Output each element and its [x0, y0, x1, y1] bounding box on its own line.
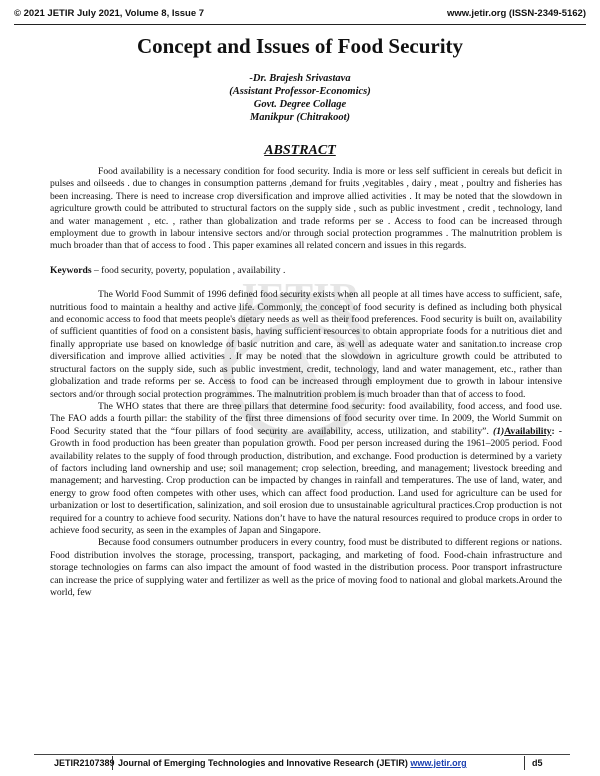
author-block: [0, 72, 600, 124]
footer-journal: [118, 758, 467, 768]
footer-page-number: d5: [532, 758, 543, 768]
pillar-term-availability: Availability: [504, 425, 552, 437]
footer-journal-link[interactable]: www.jetir.org: [410, 758, 467, 768]
pillar-colon: : -: [551, 425, 562, 437]
paper-title: Concept and Issues of Food Security: [136, 34, 464, 58]
keywords-text: – food security, poverty, population , availability .: [91, 264, 286, 276]
paragraph-distribution: Because food consumers outnumber producers in every country, food must be distributed to different regions or nations. Food distribution involves the storage, processing, transport, packaging, and marketing of food. Food-chain infrastructure and storage technologies on farms can also impact the amount of food wasted in the distribution process. Poor transport infrastructure can increase the price of supplying water and fertilizer as well as the price of moving food to national and global markets.Around the world, few: [50, 537, 562, 598]
footer-divider: [524, 756, 525, 770]
author-place: Manikpur (Chitrakoot): [249, 112, 351, 123]
keywords-line: [50, 265, 562, 277]
abstract-paragraph: Food availability is a necessary condition for food security. India is more or less self sufficient in cereals but deficit in pulses and oilseeds . due to changes in consumption patterns ,demand for fruits ,vegitables , dairy , meat , poultry and fisheries has been increasing. There is need to increase crop diversification and improve allied activities . It may be noted that the slowdown in agriculture growth could be attributed to structural factors on the supply side , such as public investment , credit , technology, land and water management , etc. , rather than globalization and trade reforms per se . Access to food can be increased through employment due to growth in labour intensive sectors and/or through social protection programmes . The malnutrition problem is much broader than that of access to food . This paper examines all related concern and issues in this regards.: [50, 166, 562, 252]
keywords-label: Keywords: [50, 264, 92, 276]
author-role: (Assistant Professor-Economics): [229, 86, 371, 97]
running-footer: [34, 758, 570, 772]
availability-text: Growth in food production has been greater than population growth. Food per person increased during the 1961–2005 period. Food availability relates to the supply of food through production, distribution, and exchange. Food production is determined by a variety of factors including land ownership and use; soil management; crop selection, breeding, and management; livestock breeding and management; and harvesting. Crop production can be impacted by changes in rainfall and temperatures. The use of land, water, and energy to grow food often competes with other uses, which can affect food production. Land used for agriculture can be used for urbanization or lost to desertification, salinization, and soil erosion due to unsustainable agricultural practices.Crop production is not required for a country to achieve food security. Nations don’t have to have the natural resources required to produce crops in order to achieve food security, as seen in the examples of Japan and Singapore.: [50, 438, 562, 536]
paragraph-who-pillars: [50, 401, 562, 537]
running-header: [14, 8, 586, 22]
footer-journal-name: Journal of Emerging Technologies and Innovative Research (JETIR): [118, 758, 411, 768]
header-website: www.jetir.org (ISSN-2349-5162): [446, 8, 586, 19]
header-rule: [14, 24, 586, 25]
pillars-intro: The WHO states that there are three pillars that determine food security: food availability, food access, and food use. The FAO adds a fourth pillar: the stability of the first three dimensions of food security over time. In 2009, the World Summit on Food Security stated that the “four pillars of food security are availability, access, utilization, and stability”.: [50, 400, 562, 437]
author-name: -Dr. Brajesh Srivastava: [249, 73, 351, 84]
header-copyright: © 2021 JETIR July 2021, Volume 8, Issue 7: [14, 8, 205, 19]
pillar-number: (1): [493, 425, 505, 437]
svg-text:JETIR: JETIR: [236, 276, 360, 322]
footer-divider: [112, 756, 113, 770]
article-body: [50, 166, 562, 599]
abstract-heading: ABSTRACT: [264, 143, 336, 158]
footer-paper-id: JETIR2107389: [54, 758, 115, 768]
paragraph-food-summit: The World Food Summit of 1996 defined food security exists when all people at all times have access to sufficient, safe, nutritious food to maintain a healthy and active life. Commonly, the concept of food security is defined as including both physical and economic access to food that meets people's dietary needs as well as their food preferences. Food security is built on, availability of sufficient quantities of food on a consistent basis, having sufficient resources to obtain appropriate foods for a nutritious diet and finally appropriate use based on knowledge of basic nutrition and care, as well as adequate water and sanitation.to increase crop diversification and improve allied activities . It may be noted that the slowdown in agriculture growth could be attributed to structural factors on the supply side, such as public investment, credit, technology, land and water management, etc., rather than globalization and trade reforms per se. Access to food can be increased through employment due to growth in labour intensive sectors and/or through social protection programmes. The malnutrition problem is much broader than that of access to food.: [50, 289, 562, 400]
footer-rule: [34, 754, 570, 755]
author-college: Govt. Degree Collage: [253, 99, 347, 110]
